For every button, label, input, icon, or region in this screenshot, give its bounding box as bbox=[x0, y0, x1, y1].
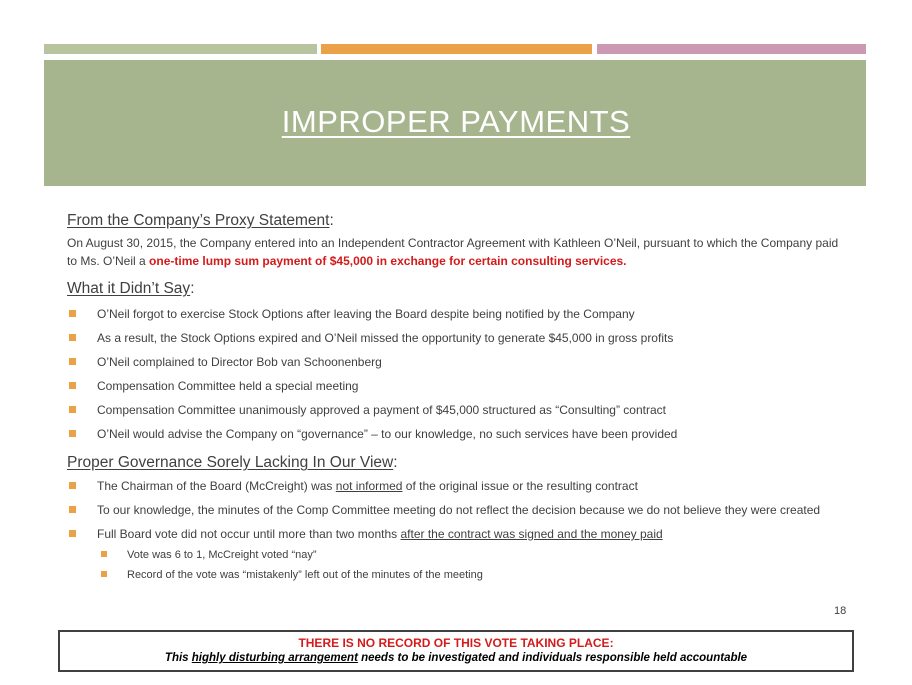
proxy-heading bbox=[67, 212, 847, 230]
governance-heading-text: Proper Governance Sorely Lacking In Our View bbox=[67, 454, 394, 471]
decor-bar-orange bbox=[321, 44, 592, 54]
sub-list-item-text: Vote was 6 to 1, McCreight voted “nay” bbox=[127, 549, 317, 561]
list-item bbox=[67, 330, 847, 346]
list-item-text: O’Neil complained to Director Bob van Schoonenberg bbox=[97, 355, 382, 369]
didnt-say-list bbox=[67, 306, 847, 442]
list-item-text: Full Board vote did not occur until more than two months bbox=[97, 527, 401, 541]
sub-list-item-text: Record of the vote was “mistakenly” left out of the minutes of the meeting bbox=[127, 569, 483, 581]
list-item bbox=[67, 426, 847, 442]
bullet-icon bbox=[69, 530, 76, 537]
list-item-text: Compensation Committee held a special meeting bbox=[97, 379, 359, 393]
list-item bbox=[67, 478, 847, 494]
governance-heading bbox=[67, 454, 847, 472]
list-item bbox=[67, 502, 847, 518]
page-number: 18 bbox=[834, 605, 847, 617]
bullet-icon bbox=[69, 506, 76, 513]
didnt-say-heading bbox=[67, 280, 847, 298]
underlined-text: not informed bbox=[335, 479, 403, 493]
callout-heading: THERE IS NO RECORD OF THIS VOTE TAKING PLACE: bbox=[298, 636, 614, 650]
bullet-icon bbox=[69, 334, 76, 341]
list-item bbox=[67, 378, 847, 394]
list-item bbox=[67, 402, 847, 418]
bullet-icon bbox=[69, 482, 76, 489]
proxy-paragraph-text: On August 30, 2015, the Company entered into an Independent Contractor Agreement with Kathleen O’Neil, pursuant to which the Company paid to Ms. O’Neil a bbox=[67, 236, 839, 268]
proxy-highlight: one-time lump sum payment of $45,000 in exchange for certain consulting services. bbox=[149, 254, 627, 268]
slide-content bbox=[67, 212, 847, 582]
bullet-icon bbox=[69, 382, 76, 389]
bullet-icon bbox=[69, 430, 76, 437]
callout-text-start: This bbox=[164, 652, 192, 664]
bullet-icon bbox=[69, 358, 76, 365]
governance-list bbox=[67, 478, 847, 542]
list-item-text: Compensation Committee unanimously approved a payment of $45,000 structured as “Consulting” contract bbox=[97, 403, 666, 417]
proxy-heading-colon: : bbox=[329, 212, 334, 229]
list-item-text: The Chairman of the Board (McCreight) was bbox=[97, 479, 336, 493]
bullet-icon bbox=[69, 406, 76, 413]
list-item-text: As a result, the Stock Options expired and O’Neil missed the opportunity to generate $45,000 in gross profits bbox=[97, 331, 674, 345]
list-item-text: of the original issue or the resulting contract bbox=[402, 479, 638, 493]
list-item-text: To our knowledge, the minutes of the Comp Committee meeting do not reflect the decision because we do not believe they were created bbox=[97, 503, 821, 517]
list-item bbox=[67, 354, 847, 370]
decor-bar-green bbox=[44, 44, 317, 54]
governance-sublist bbox=[67, 548, 847, 582]
bullet-icon bbox=[101, 571, 107, 577]
list-item bbox=[67, 526, 847, 542]
callout-underlined-text: highly disturbing arrangement bbox=[191, 652, 358, 664]
proxy-heading-text: From the Company’s Proxy Statement bbox=[67, 212, 330, 229]
bullet-icon bbox=[69, 310, 76, 317]
bullet-icon bbox=[101, 551, 107, 557]
underlined-text: after the contract was signed and the money paid bbox=[400, 527, 663, 541]
sub-list-item bbox=[67, 568, 847, 582]
didnt-say-heading-colon: : bbox=[190, 280, 195, 297]
callout-box bbox=[58, 630, 854, 672]
sub-list-item bbox=[67, 548, 847, 562]
proxy-paragraph bbox=[67, 234, 847, 270]
list-item-text: O’Neil forgot to exercise Stock Options after leaving the Board despite being notified by the Company bbox=[97, 307, 635, 321]
didnt-say-heading-text: What it Didn’t Say bbox=[67, 280, 191, 297]
decor-bar-pink bbox=[597, 44, 866, 54]
callout-text bbox=[60, 652, 852, 664]
slide-title: IMPROPER PAYMENTS bbox=[281, 104, 631, 139]
governance-heading-colon: : bbox=[393, 454, 398, 471]
callout-text-end: needs to be investigated and individuals responsible held accountable bbox=[357, 652, 748, 664]
list-item bbox=[67, 306, 847, 322]
list-item-text: O’Neil would advise the Company on “governance” – to our knowledge, no such services have been provided bbox=[97, 427, 678, 441]
